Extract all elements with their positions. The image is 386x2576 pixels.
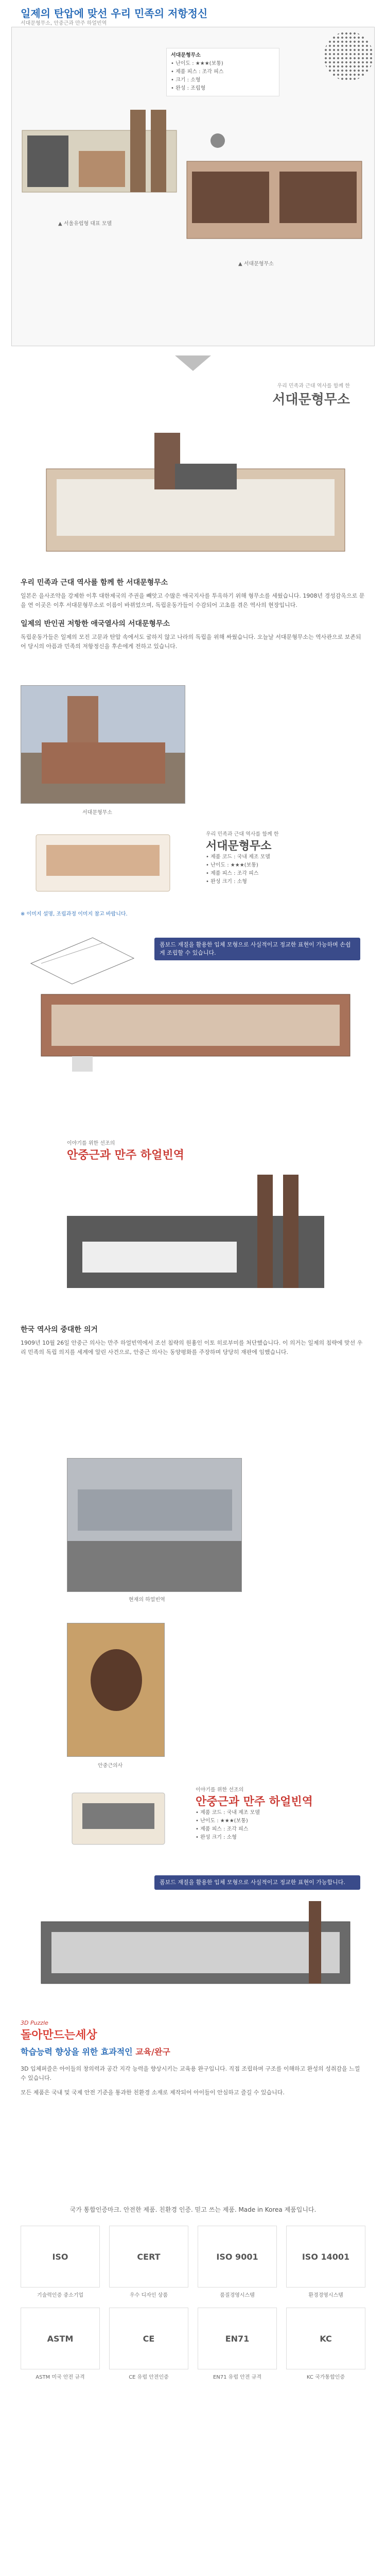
cert-card [286,2308,365,2380]
section2-paragraph: 1909년 10월 26일 안중근 의사는 만주 하얼빈역에서 조선 침략의 원흉인 이토 히로부미를 처단했습니다. 이 의거는 일제의 침략에 맞선 우리 민족의 독립 의지를 세계에 알린 사건으로, 안중근 의사는 동양평화를 주장하며 당당히 재판에 임했습니다. [21,1340,363,1355]
harbin-station-photo [67,1458,242,1592]
section2-text [21,1324,365,1357]
section1-subheading: 우리 민족과 근대 역사를 함께 한 서대문형무소 [21,579,168,587]
product1-tag: 우리 민족과 근대 역사를 함께 한 [206,832,279,837]
top-info-title: 서대문형무소 [171,53,201,58]
section1-subheading2: 일제의 반인권 저항한 애국열사의 서대문형무소 [21,620,170,628]
section1-name: 서대문형무소 [272,392,350,408]
cert-card [286,2226,365,2298]
cert-caption: 우수 디자인 상품 [130,2293,168,2298]
product1-box-image [31,824,175,902]
product1-line: • 제품 피스 : 조각 피스 [206,871,259,876]
feature-title: 학습능력 향상을 위한 효과적인 [21,2047,133,2057]
feature-title-highlight: 교육/완구 [135,2047,170,2057]
cert-caption: 기술력인증 중소기업 [37,2293,84,2298]
top-showcase-panel [11,27,375,346]
cert-logo: EN71 [198,2308,277,2369]
harbin-photo-caption: 현재의 하얼빈역 [129,1597,165,1603]
product2-stripe: 폼보드 재질을 활용한 입체 모형으로 사실적이고 정교한 표현이 가능합니다. [154,1875,360,1890]
section2-tag: 이야기를 위한 선조의 [67,1141,115,1146]
cert-caption: CE 유럽 안전인증 [129,2375,169,2380]
section1-tag: 우리 민족과 근대 역사를 함께 한 [277,383,350,389]
prison-photo-caption: 서대문형무소 [82,810,112,816]
cert-card [198,2226,277,2298]
cert-card [21,2308,100,2380]
feature-paragraph2: 모든 제품은 국내 및 국제 안전 기준을 통과한 친환경 소재로 제작되어 아이들이 안심하고 즐길 수 있습니다. [21,2089,285,2096]
product1-line: • 완성 크기 : 소형 [206,879,247,885]
section2-subheading: 한국 역사의 중대한 의거 [21,1326,98,1334]
ahn-junggeun-photo [67,1623,165,1757]
top-info-line: • 제품 피스 : 조각 피스 [171,69,224,75]
cert-grid [21,2226,365,2380]
product1-info [206,829,360,886]
feature-paragraph: 3D 입체퍼즐은 아이들의 창의력과 공간 지각 능력을 향상시키는 교육용 완구입니다. 직접 조립하며 구조를 이해하고 완성의 성취감을 느낄 수 있습니다. [21,2065,360,2081]
section2-name: 안중근과 만주 하얼빈역 [67,1149,184,1162]
product1-stripe: 폼보드 재질을 활용한 입체 모형으로 사실적이고 정교한 표현이 가능하며 손쉽게 조립할 수 있습니다. [154,938,360,960]
feature-title-row [21,2045,365,2057]
product2-info [196,1785,360,1842]
feature-block [21,2020,365,2164]
cert-logo: ISO [21,2226,100,2287]
product1-line: • 난이도 : ★★★(보통) [206,862,258,868]
cert-card [109,2308,188,2380]
cert-card [109,2226,188,2298]
top-info-line: • 완성 : 조립형 [171,86,206,91]
cert-logo: ISO 14001 [286,2226,365,2287]
product1-assembled-image [31,974,360,1082]
cert-card [198,2308,277,2380]
cert-caption: 품질경영시스템 [220,2293,255,2298]
caption-left: ▲ 서울유럽형 대표 모델 [58,221,112,227]
cert-caption: KC 국가통합인증 [306,2375,345,2380]
cert-logo: CE [109,2308,188,2369]
caption-right: ▲ 서대문형무소 [238,261,274,267]
product2-line: • 난이도 : ★★★(보통) [196,1818,248,1824]
cert-logo: ASTM [21,2308,100,2369]
station-model-image [62,1164,329,1309]
section1-title-block [196,381,350,408]
down-arrow-icon [175,355,211,371]
feature-badge-small: 3D Puzzle [21,2020,48,2026]
page-header [0,0,386,26]
product2-line: • 제품 코드 : 국내 제조 모델 [196,1810,260,1816]
top-info-box [166,48,279,96]
section1-text [21,577,365,651]
cert-logo: KC [286,2308,365,2369]
halftone-decoration [324,31,373,81]
section2-title-block [67,1139,184,1162]
section1-model-image [36,428,355,567]
page-title: 일제의 탄압에 맞선 우리 민족의 저항정신 [21,7,208,20]
model-image-left [17,99,187,213]
section1-paragraph: 일본은 을사조약을 강제한 이후 대한제국의 주권을 빼앗고 수많은 애국지사를 투옥하기 위해 형무소를 세웠습니다. 1908년 경성감옥으로 문을 연 이곳은 이후 서대문형무소로 이름이 바뀌었으며, 독립운동가들이 수감되어 고초를 겪은 역사의 현장입니다. [21,592,365,608]
cert-caption: ASTM 미국 안전 규격 [36,2375,85,2380]
cert-logo: CERT [109,2226,188,2287]
product1-name: 서대문형무소 [206,839,272,853]
prison-photo [21,685,185,804]
cert-header: 국가 통합인증마크. 안전한 제품. 친환경 인증. 믿고 쓰는 제품. Made in Korea 제품입니다. [69,2206,317,2213]
cert-logo: ISO 9001 [198,2226,277,2287]
feature-badge: 돌아만드는세상 [21,2029,97,2042]
product2-assembled-image [31,1901,360,2004]
top-info-line: • 크기 : 소형 [171,77,201,83]
product2-tag: 이야기를 위한 선조의 [196,1787,244,1793]
product2-line: • 제품 피스 : 조각 피스 [196,1826,249,1832]
product2-line: • 완성 크기 : 소형 [196,1835,237,1840]
top-info-line: • 난이도 : ★★★(보통) [171,61,223,66]
page-subtitle: 서대문형무소, 안중근과 만주 하얼빈역 [21,21,107,26]
product1-note: ※ 이미지 설명, 조립과정 이미지 참고 바랍니다. [21,911,128,917]
product2-box-image [67,1783,170,1855]
cert-caption: 환경경영시스템 [308,2293,343,2298]
cert-card [21,2226,100,2298]
section1-paragraph2: 독립운동가들은 일제의 모진 고문과 탄압 속에서도 굴하지 않고 나라의 독립을 위해 싸웠습니다. 오늘날 서대문형무소는 역사관으로 보존되어 당시의 아픔과 민족의 저항정신을 후손에게 전하고 있습니다. [21,634,361,650]
model-image-right [182,130,367,254]
ahn-photo-caption: 안중근의사 [98,1763,123,1769]
cert-caption: EN71 유럽 안전 규격 [213,2375,262,2380]
product2-name: 안중근과 만주 하얼빈역 [196,1795,313,1808]
product1-line: • 제품 코드 : 국내 제조 모델 [206,854,270,860]
